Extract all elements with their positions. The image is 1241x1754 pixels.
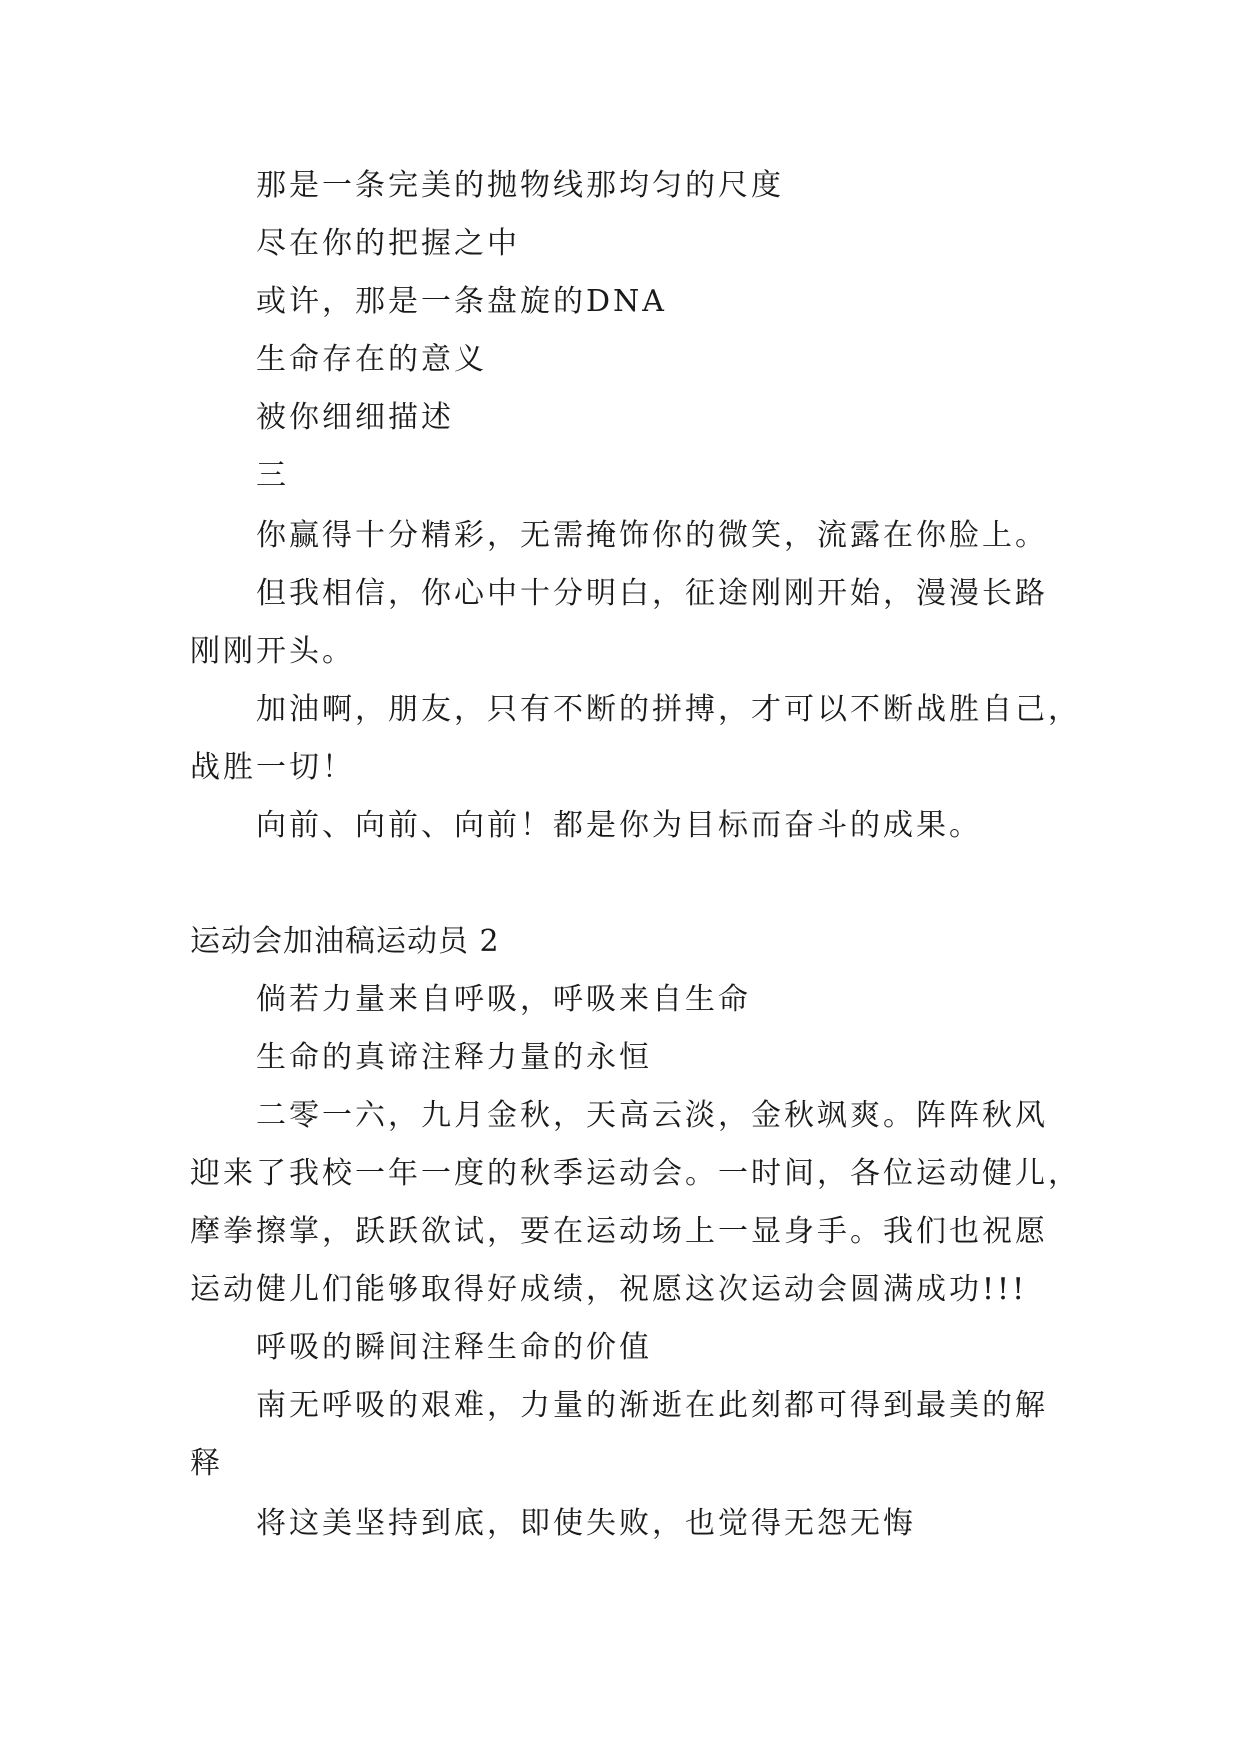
paragraph-line: 摩拳擦掌，跃跃欲试，要在运动场上一显身手。我们也祝愿 bbox=[190, 1214, 1048, 1249]
paragraph-line: 释 bbox=[190, 1446, 223, 1481]
poem-line: 倘若力量来自呼吸，呼吸来自生命 bbox=[256, 982, 751, 1017]
paragraph-line: 但我相信，你心中十分明白，征途刚刚开始，漫漫长路 bbox=[256, 576, 1048, 611]
poem-line: 或许，那是一条盘旋的DNA bbox=[256, 284, 667, 319]
poem-line: 尽在你的把握之中 bbox=[256, 226, 520, 261]
poem-line: 生命存在的意义 bbox=[256, 342, 487, 377]
poem-line: 将这美坚持到底，即使失败，也觉得无怨无悔 bbox=[256, 1506, 916, 1541]
paragraph-line: 南无呼吸的艰难，力量的渐逝在此刻都可得到最美的解 bbox=[256, 1388, 1048, 1423]
section-title: 运动会加油稿运动员 2 bbox=[190, 924, 500, 959]
paragraph-line: 刚刚开头。 bbox=[190, 634, 355, 669]
poem-line: 被你细细描述 bbox=[256, 400, 454, 435]
poem-line: 呼吸的瞬间注释生命的价值 bbox=[256, 1330, 652, 1365]
paragraph-line: 你赢得十分精彩，无需掩饰你的微笑，流露在你脸上。 bbox=[256, 518, 1048, 553]
section-number: 三 bbox=[256, 458, 289, 493]
paragraph-line: 二零一六，九月金秋，天高云淡，金秋飒爽。阵阵秋风 bbox=[256, 1098, 1048, 1133]
paragraph-line: 战胜一切！ bbox=[190, 750, 355, 785]
paragraph-line: 迎来了我校一年一度的秋季运动会。一时间，各位运动健儿， bbox=[190, 1156, 1081, 1191]
paragraph-line: 运动健儿们能够取得好成绩，祝愿这次运动会圆满成功!!! bbox=[190, 1272, 1028, 1307]
paragraph-line: 向前、向前、向前！都是你为目标而奋斗的成果。 bbox=[256, 808, 982, 843]
poem-line: 生命的真谛注释力量的永恒 bbox=[256, 1040, 652, 1075]
paragraph-line: 加油啊，朋友，只有不断的拼搏，才可以不断战胜自己， bbox=[256, 692, 1081, 727]
poem-line: 那是一条完美的抛物线那均匀的尺度 bbox=[256, 168, 784, 203]
